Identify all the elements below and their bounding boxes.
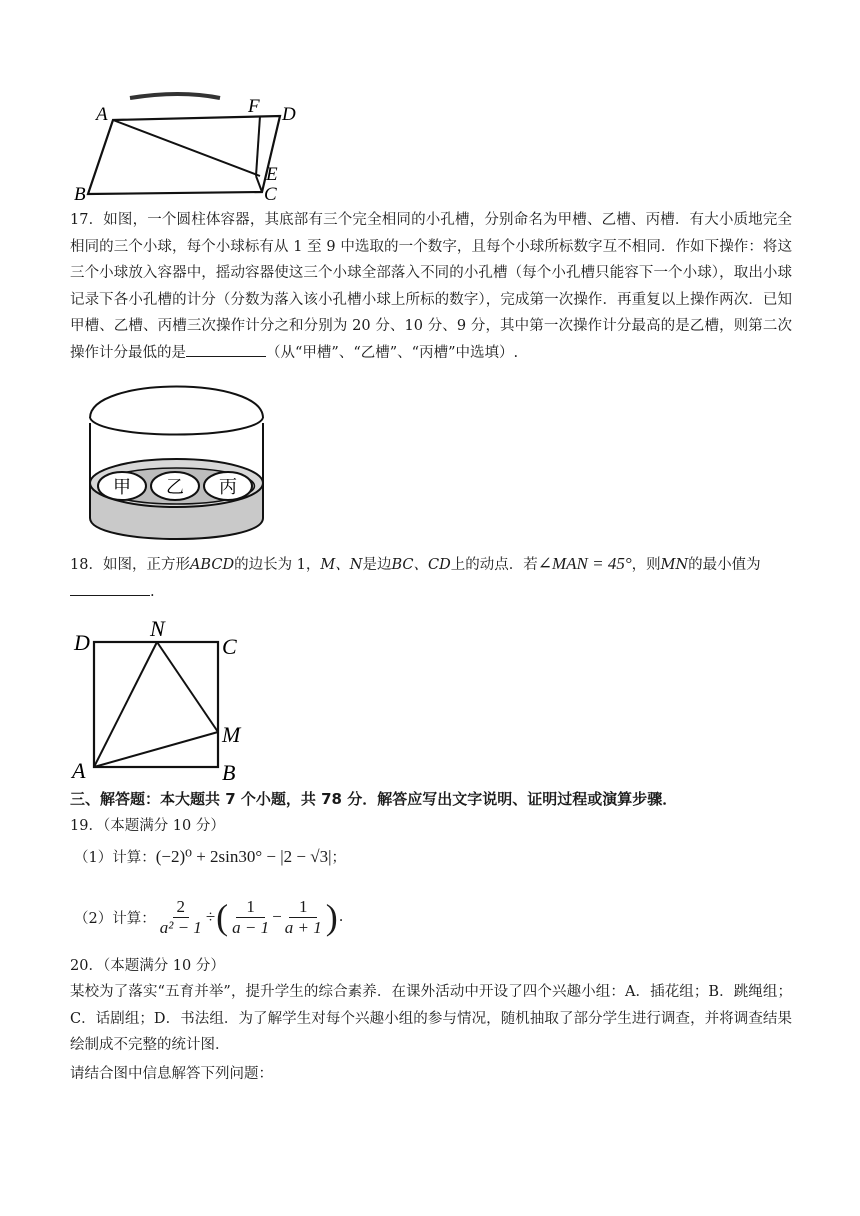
- q18-mid2: 是边: [362, 557, 392, 573]
- slot-label-jia: 甲: [113, 477, 131, 498]
- q19-frac2: [232, 897, 269, 938]
- question-20-prompt: 请结合图中信息解答下列问题：: [70, 1066, 273, 1082]
- section-3-heading: 三、解答题：本大题共 7 个小题，共 78 分．解答应写出文字说明、证明过程或演算步骤．: [70, 790, 678, 808]
- fig17-cylinder: [80, 378, 270, 543]
- q18-square-name: ABCD: [189, 557, 235, 573]
- q19-part1-label: （1）计算：: [74, 850, 156, 866]
- q19-minus-sign: −: [272, 907, 282, 926]
- q18-mid3: 上的动点．若: [450, 557, 538, 573]
- fig16-label-a: A: [96, 104, 108, 125]
- q19-frac3-denominator: a + 1: [284, 917, 322, 937]
- segment-an: [94, 642, 157, 767]
- fig18-label-a: A: [72, 758, 86, 783]
- scan-artifact: [130, 94, 220, 98]
- q19-part2: [74, 893, 343, 941]
- fig16-label-e: E: [266, 164, 278, 185]
- q19-frac1-denominator: a² − 1: [159, 917, 202, 937]
- cylinder-top-back: [90, 387, 263, 419]
- fig16-label-c: C: [264, 184, 277, 205]
- q19-frac3-numerator: 1: [289, 897, 318, 918]
- q18-segment: MN: [660, 557, 689, 573]
- fig18-label-d: D: [74, 630, 90, 655]
- q19-part2-label: （2）计算：: [74, 910, 156, 927]
- q19-part1-end: ；: [331, 850, 346, 866]
- q18-suffix: 的最小值为: [688, 557, 761, 573]
- q18-sides: BC、CD: [391, 557, 451, 573]
- question-18: [70, 551, 792, 605]
- answer-blank-17[interactable]: [186, 342, 266, 357]
- answer-blank-18[interactable]: [70, 581, 150, 596]
- fig16-parallelogram: [70, 88, 310, 206]
- q18-end: .: [150, 583, 155, 600]
- fig18-label-m: M: [222, 722, 241, 747]
- q19-left-paren: (: [216, 897, 229, 937]
- question-20-header: 20．（本题满分 10 分）: [70, 958, 225, 974]
- question-19-header: 19．（本题满分 10 分）: [70, 818, 225, 834]
- segment-ae: [113, 120, 260, 176]
- q19-right-paren: ): [325, 897, 338, 937]
- slot-label-yi: 乙: [166, 477, 184, 498]
- segment-am: [94, 732, 218, 767]
- question-17-tail: （从“甲槽”、“乙槽”、“丙槽”中选填）.: [266, 344, 519, 361]
- q19-part1: [74, 846, 346, 869]
- q19-part2-end: .: [338, 909, 344, 925]
- q18-mid4: ，则: [631, 557, 661, 573]
- question-17-text: 17．如图，一个圆柱体容器，其底部有三个完全相同的小孔槽，分别命名为甲槽、乙槽、丙槽．有大小质地完全相同的三个小球，每个小球标有从 1 至 9 中选取的一个数字，且每个小球所标数字互不相同．作如下操作：将这三个小球放入容器中，摇动容器使这三个小球全部落入不同的小孔槽（每个小孔槽只能容下一个小球），取出小球记录下各小孔槽的计分（分数为落入该小孔槽小球上所标的数字），完成第一次操作．再重复以上操作两次．已知甲槽、乙槽、丙槽三次操作计分之和分别为 20 分、10 分、9 分，其中第一次操作计分最高的是乙槽，则第二次操作计分最低的是: [70, 212, 792, 361]
- parallelogram-abcd: [88, 116, 280, 194]
- fig16-label-f: F: [248, 96, 260, 117]
- q19-frac2-numerator: 1: [236, 897, 265, 918]
- fig16-label-b: B: [74, 184, 86, 205]
- fig18-square: [70, 618, 260, 786]
- q19-part1-expression: (−2)⁰ + 2sin30° − |2 − √3|: [155, 847, 332, 866]
- slot-label-bing: 丙: [219, 477, 237, 498]
- fig16-label-d: D: [282, 104, 296, 125]
- segment-nm: [157, 642, 218, 732]
- question-20-text: 某校为了落实“五育并举”，提升学生的综合素养．在课外活动中开设了四个兴趣小组：A．插花组；B．跳绳组；C．话剧组；D．书法组．为了解学生对每个兴趣小组的参与情况，随机抽取了部分学生进行调查，并将调查结果绘制成不完整的统计图．: [70, 984, 792, 1053]
- fig18-label-n: N: [150, 618, 165, 641]
- q18-angle: ∠MAN = 45°: [537, 554, 632, 573]
- q18-points: M、N: [320, 557, 363, 573]
- q19-frac3: [285, 897, 322, 938]
- segment-ec: [256, 176, 262, 192]
- fig18-label-b: B: [222, 760, 236, 785]
- q19-frac1-numerator: 2: [173, 897, 190, 918]
- q18-mid1: 的边长为 1，: [234, 557, 321, 573]
- fig18-label-c: C: [222, 634, 237, 659]
- q19-divide-sign: ÷: [205, 907, 216, 926]
- q19-frac2-denominator: a − 1: [232, 917, 270, 937]
- question-17: [70, 207, 792, 366]
- q18-prefix: 18．如图，正方形: [70, 557, 190, 573]
- cylinder-top-front: [90, 418, 263, 435]
- q19-frac1: [160, 897, 202, 938]
- segment-fe: [256, 116, 260, 176]
